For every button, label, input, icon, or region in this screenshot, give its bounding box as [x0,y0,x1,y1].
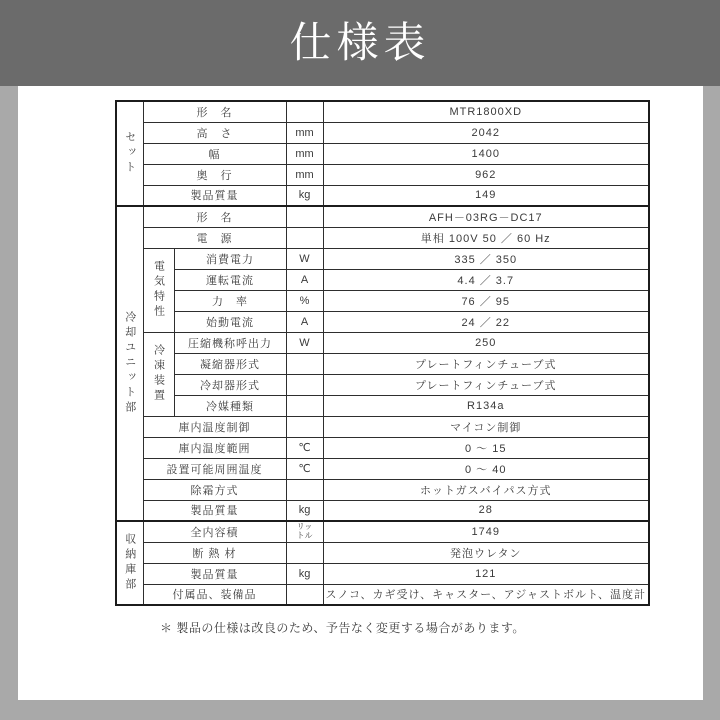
page-header [0,0,720,86]
spec-value-cell: 335 ／ 350 [323,248,649,269]
spec-unit-cell: kg [286,185,323,206]
spec-label-cell: 製品質量 [143,563,286,584]
footnote: ＊ 製品の仕様は改良のため、予告なく変更する場合があります。 [160,621,525,635]
spec-label-cell: 始動電流 [174,311,286,332]
spec-value-cell: 4.4 ／ 3.7 [323,269,649,290]
spec-label-cell: 製品質量 [143,500,286,521]
spec-unit-cell [286,542,323,563]
spec-label-cell: 凝縮器形式 [174,353,286,374]
spec-value-cell: AFH－03RG－DC17 [323,206,649,227]
spec-unit-cell: ℃ [286,458,323,479]
spec-value-cell: R134a [323,395,649,416]
table-row [116,437,649,458]
table-row [116,269,649,290]
table-row [116,143,649,164]
spec-label-cell: 製品質量 [143,185,286,206]
spec-value-cell: 250 [323,332,649,353]
spec-value-cell: 121 [323,563,649,584]
spec-value-cell: プレートフィンチューブ式 [323,374,649,395]
table-row [116,584,649,605]
spec-unit-cell: kg [286,563,323,584]
spec-value-cell: 単相 100V 50 ／ 60 Hz [323,227,649,248]
spec-label-cell: 設置可能周囲温度 [143,458,286,479]
table-row [116,248,649,269]
spec-value-cell: ホットガスバイパス方式 [323,479,649,500]
spec-value-cell: 発泡ウレタン [323,542,649,563]
table-row [116,374,649,395]
spec-unit-cell: kg [286,500,323,521]
spec-value-cell: 962 [323,164,649,185]
table-row [116,395,649,416]
spec-label-cell: 庫内温度制御 [143,416,286,437]
spec-unit-cell [286,353,323,374]
spec-label-cell: 形 名 [143,206,286,227]
table-row [116,185,649,206]
spec-label-cell: 断 熱 材 [143,542,286,563]
table-row [116,500,649,521]
spec-value-cell: 1749 [323,521,649,542]
spec-label-cell: 奥 行 [143,164,286,185]
spec-label-cell: 形 名 [143,101,286,122]
spec-value-cell: 0 ～ 15 [323,437,649,458]
spec-label-cell: 付属品、装備品 [143,584,286,605]
unit-liter-label: リットル [296,522,313,541]
spec-unit-cell: mm [286,164,323,185]
spec-label-cell: 冷却器形式 [174,374,286,395]
spec-value-cell: 2042 [323,122,649,143]
spec-unit-cell [286,374,323,395]
table-row [116,290,649,311]
section-label-set: セット [116,101,143,206]
subgroup-label-electrical: 電気特性 [143,248,174,332]
spec-value-cell: MTR1800XD [323,101,649,122]
spec-label-cell: 圧縮機称呼出力 [174,332,286,353]
table-row [116,416,649,437]
spec-unit-cell: W [286,332,323,353]
spec-value-cell: プレートフィンチューブ式 [323,353,649,374]
table-row [116,479,649,500]
spec-unit-cell [286,416,323,437]
spec-unit-cell [286,521,323,542]
page-title: 仕様表 [289,19,431,66]
table-row [116,332,649,353]
spec-unit-cell [286,101,323,122]
spec-label-cell: 運転電流 [174,269,286,290]
content-panel [18,86,703,700]
spec-unit-cell: ℃ [286,437,323,458]
table-row [116,563,649,584]
spec-label-cell: 電 源 [143,227,286,248]
section-label-storage: 収納庫部 [116,521,143,605]
spec-unit-cell [286,395,323,416]
spec-unit-cell: A [286,311,323,332]
table-row [116,101,649,122]
table-row [116,521,649,542]
spec-label-cell: 冷媒種類 [174,395,286,416]
spec-label-cell: 庫内温度範囲 [143,437,286,458]
table-row [116,542,649,563]
spec-unit-cell: W [286,248,323,269]
table-row [116,164,649,185]
spec-table [115,100,650,606]
subgroup-label-refrigeration: 冷凍装置 [143,332,174,416]
spec-unit-cell: % [286,290,323,311]
spec-value-cell: スノコ、カギ受け、キャスター、アジャストボルト、温度計 [323,584,649,605]
spec-unit-cell: mm [286,122,323,143]
spec-label-cell: 力 率 [174,290,286,311]
spec-value-cell: 0 ～ 40 [323,458,649,479]
spec-unit-cell [286,206,323,227]
spec-unit-cell [286,227,323,248]
spec-label-cell: 高 さ [143,122,286,143]
spec-label-cell: 消費電力 [174,248,286,269]
spec-label-cell: 幅 [143,143,286,164]
table-row [116,122,649,143]
table-row [116,227,649,248]
spec-label-cell: 除霜方式 [143,479,286,500]
spec-value-cell: 28 [323,500,649,521]
spec-label-cell: 全内容積 [143,521,286,542]
spec-unit-cell: A [286,269,323,290]
spec-unit-cell: mm [286,143,323,164]
spec-value-cell: 76 ／ 95 [323,290,649,311]
table-row [116,206,649,227]
table-row [116,458,649,479]
table-row [116,311,649,332]
spec-value-cell: マイコン制御 [323,416,649,437]
table-row [116,353,649,374]
section-label-cooling-unit: 冷却ユニット部 [116,206,143,521]
spec-value-cell: 24 ／ 22 [323,311,649,332]
spec-unit-cell [286,479,323,500]
spec-unit-cell [286,584,323,605]
spec-value-cell: 149 [323,185,649,206]
spec-value-cell: 1400 [323,143,649,164]
